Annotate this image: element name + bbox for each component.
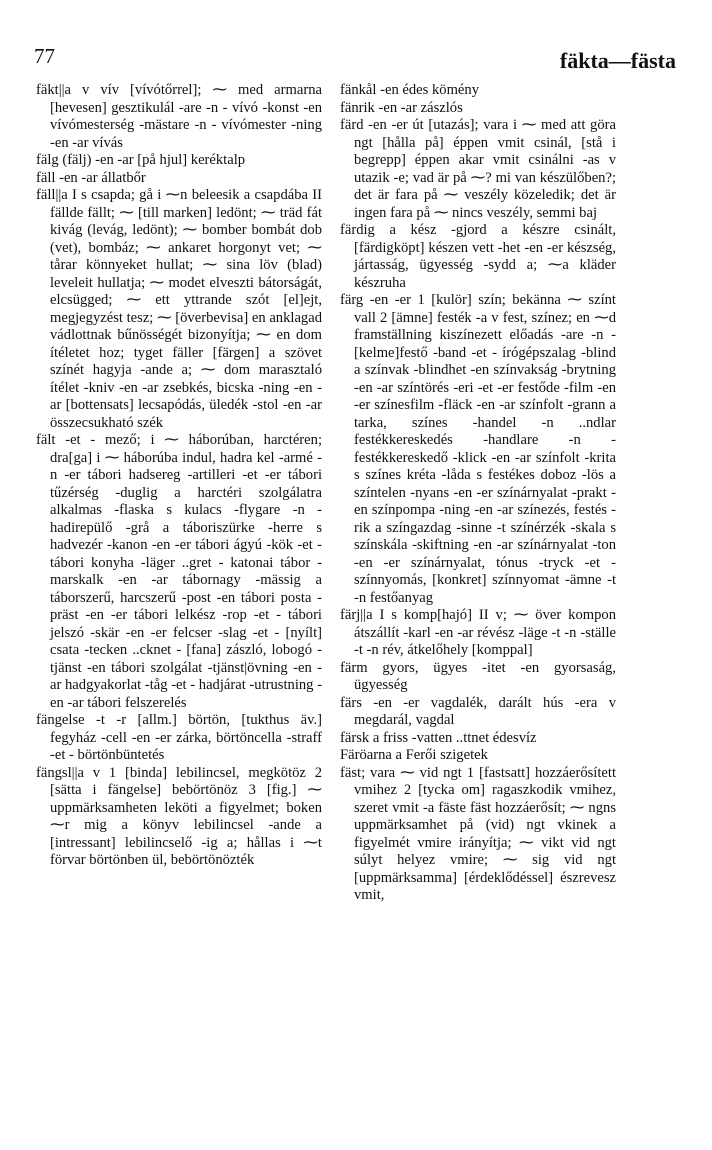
dictionary-entry: färsk a friss -vatten ..ttnet édesvíz <box>340 729 537 746</box>
right-column <box>340 82 616 905</box>
page-number: 77 <box>34 44 55 68</box>
dictionary-entry: fänkål -en édes kömény <box>340 82 479 98</box>
dictionary-entry: fälg (fälj) -en -ar [på hjul] keréktalp <box>36 152 246 168</box>
dictionary-entry: fäst; vara ⁓ vid ngt 1 [fastsatt] hozzáerősített vmihez 2 [tycka om] ragaszkodik vmihez, szeret vmit -a fäste fäst hozzáerősít; ⁓ ngns uppmärksamhet på (vid) ngt vkinek a figyelmét vmire irányítja; ⁓ vikt vid ngt súlyt helyez vmire; ⁓ sig vid ngt [uppmärksamma] [érdeklődéssel] észrevesz vmit, <box>340 764 616 903</box>
dictionary-entry: färs -en -er vagdalék, darált hús -era v megdarál, vagdal <box>340 694 616 728</box>
dictionary-entry: färd -en -er út [utazás]; vara i ⁓ med att göra ngt [hålla på] éppen vmit csinál, [stå i begrepp] éppen akar vmit csinálni -as v utazik -e; vad är på ⁓? mi van készülőben?; det är fara på ⁓ veszély közeledik; det är ingen fara på ⁓ nincs veszély, semmi baj <box>340 117 616 221</box>
dictionary-entry: fängsl||a v 1 [binda] lebilincsel, megkötöz 2 [sätta i fängelse] bebörtönöz 3 [fig.] ⁓ uppmärksamheten leköti a figyelmet; boken ⁓r mig a könyv lebilincsel -ande a [intressant] lebilincselő -ig a; hållas i ⁓t förvar börtönben ül, bebörtönözték <box>36 764 322 868</box>
dictionary-entry: Färöarna a Ferői szigetek <box>340 747 488 763</box>
dictionary-entry: fängelse -t -r [allm.] börtön, [tukthus äv.] fegyház -cell -en -er zárka, börtöncella -straff -et - börtönbüntetés <box>36 712 322 763</box>
dictionary-entry: fäll -en -ar állatbőr <box>36 169 146 186</box>
dictionary-entry: färdig a kész -gjord a készre csinált, [färdigköpt] készen vett -het -en -er készség, jártasság, ügyesség -sydd a; ⁓a kläder készruha <box>340 222 616 291</box>
dictionary-entry: fäkt||a v vív [vívótőrrel]; ⁓ med armarna [hevesen] gesztikulál -are -n - vívó -konst -en vívómesterség -mästare -n - vívómester -ning -en -ar vívás <box>36 82 322 151</box>
left-column <box>36 82 322 870</box>
dictionary-entry: fäll||a I s csapda; gå i ⁓n beleesik a csapdába II fällde fällt; ⁓ [till marken] ledönt; ⁓ träd fát kivág (levág, ledönt); ⁓ bomber bombát dob (vet), bombáz; ⁓ ankaret horgonyt vet; ⁓ tårar könnyeket hullat; ⁓ sina löv (blad) leveleit hullatja; ⁓ modet elveszti bátorságát, elcsügged; ⁓ ett yttrande szót [el]ejt, megjegyzést tesz; ⁓ [överbevisa] en anklagad vádlottnak bűnösségét bizonyítja; ⁓ en dom ítéletet hoz; tyget fäller [färgen] a szövet színét hagyja -ande a; ⁓ dom marasztaló ítélet -kniv -en -ar zsebkés, bicska -ning -en -ar [bottensats] lecsapódás, üledék -stol -en -ar összecsukható szék <box>36 187 322 431</box>
dictionary-entry: fält -et - mező; i ⁓ háborúban, harctéren; dra[ga] i ⁓ háborúba indul, hadra kel -armé -n -er tábori hadsereg -artilleri -et -er tábori tűzérség -duglig a harctéri szolgálatra alkalmas -flaska s kulacs -flygare -n - hadirepülő -grå a táboriszürke -herre s hadvezér -kanon -en -er tábori ágyú -kök -et - tábori konyha -läger ..gret - katonai tábor -marskalk -en -ar tábornagy -mässig a táborszerű, harcszerű -post -en tábori posta -präst -en -er tábori lelkész -rop -et - tábori jelszó -skär -en -er felcser -slag -et - [nyílt] csata -tecken ..cknet - [fana] zászló, lobogó -tjänst -en tábori szolgálat -tjänst|övning -en -ar hadgyakorlat -tåg -et - hadjárat -utrustning -en -ar tábori felszerelés <box>36 432 322 711</box>
dictionary-entry: fänrik -en -ar zászlós <box>340 99 463 116</box>
dictionary-entry: färj||a I s komp[hajó] II v; ⁓ över kompon átszállít -karl -en -ar révész -läge -t -n -ställe -t -n rév, átkelőhely [komppal] <box>340 607 616 658</box>
running-head: fäkta—fästa <box>559 48 676 73</box>
dictionary-entry: färg -en -er 1 [kulör] szín; bekänna ⁓ színt vall 2 [ämne] festék -a v fest, színez; en ⁓d framställning kiszínezett előadás -are -n - [kelme]festő -band -et - írógépszalag -blind a színvak -blindhet -en színvakság -brytning -en -ar színtörés -eri -et -er festőde -film -en -er színesfilm -fläck -en -ar színfolt -grann a tarka, színes -handel -n ..ndlar festékkereskedés -handlare -n - festékkereskedő -klick -en -ar színfolt -krita s színes kréta -låda s festékes doboz -lös a színtelen -nyans -en -er színárnyalat -prakt -en színpompa -ning -en -ar színezés, festés -rik a színgazdag -sinne -t színérzék -skala s színskála -skiftning -en -ar színárnyalat -ton -en -er színárnyalat, tónus -tryck -et - színnyomás, [konkret] színnyomat -ämne -t -n festőanyag <box>340 292 616 606</box>
dictionary-entry: färm gyors, ügyes -itet -en gyorsaság, ügyesség <box>340 659 616 693</box>
